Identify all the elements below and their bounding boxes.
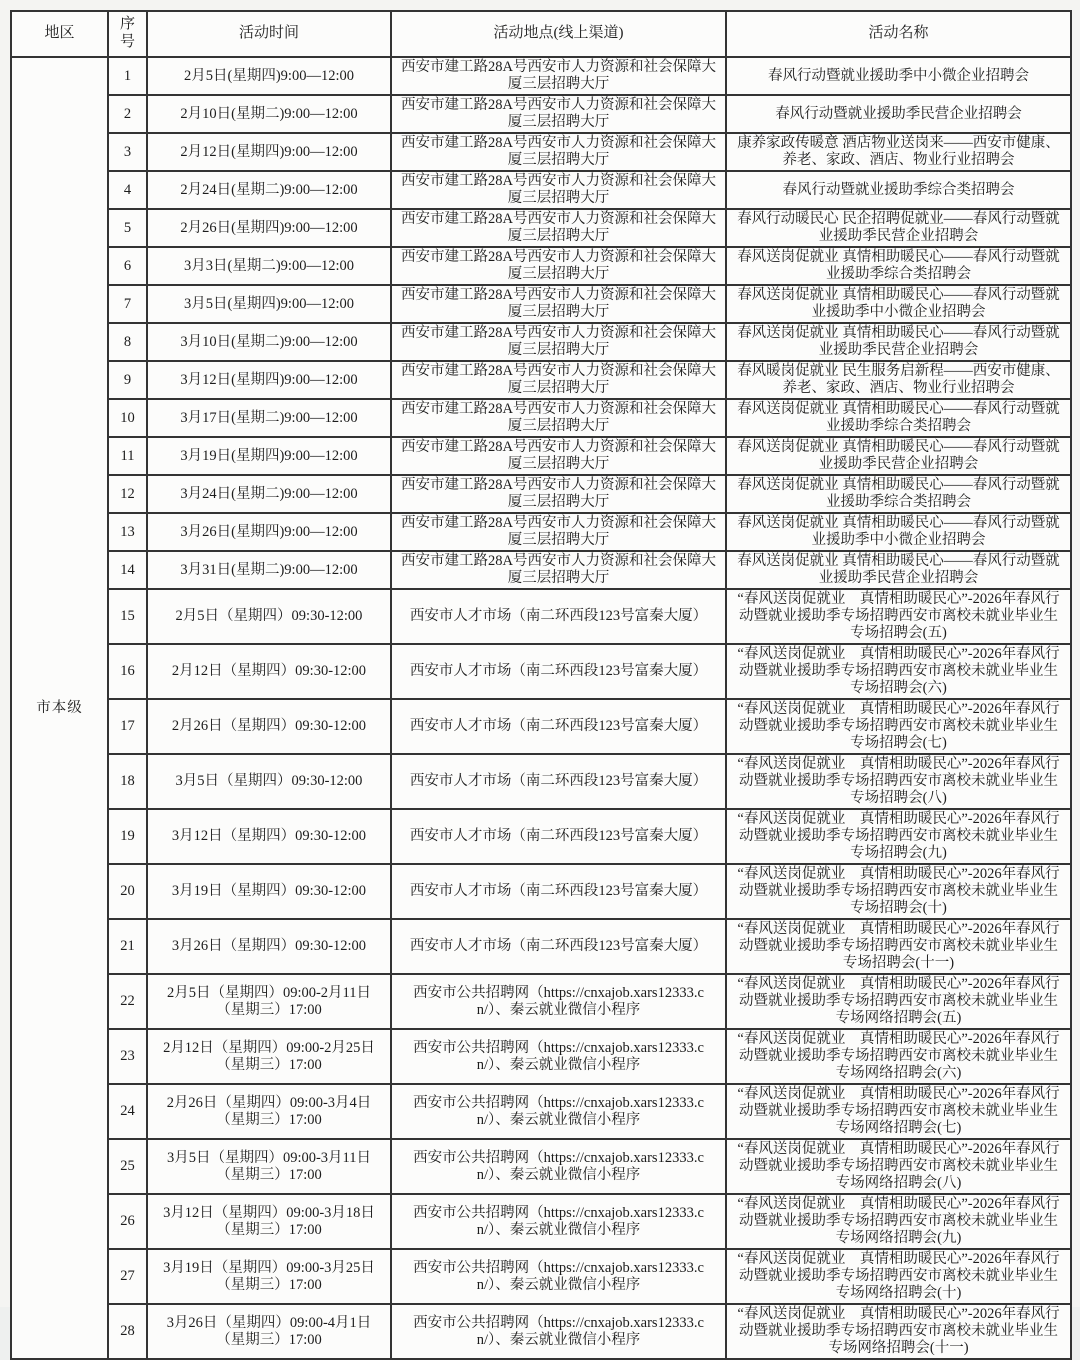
row-index-cell: 1 [108,57,147,95]
row-place-cell: 西安市人才市场（南二环西段123号富秦大厦） [391,644,726,699]
header-row [11,11,1071,57]
row-time-cell: 2月26日（星期四）09:30-12:00 [147,699,391,754]
row-index-cell: 27 [108,1249,147,1304]
row-event-name-cell: “春风送岗促就业 真情相助暖民心”-2026年春风行动暨就业援助季专场招聘西安市离校未就业毕业生专场招聘会(九) [726,809,1071,864]
row-time-cell: 2月12日(星期四)9:00—12:00 [147,133,391,171]
row-index-cell: 15 [108,589,147,644]
row-time-cell: 3月5日（星期四）09:30-12:00 [147,754,391,809]
row-time-cell: 2月5日（星期四）09:00-2月11日（星期三）17:00 [147,974,391,1029]
table-row [11,475,1071,513]
row-index-cell: 10 [108,399,147,437]
row-place-cell: 西安市建工路28A号西安市人力资源和社会保障大厦三层招聘大厅 [391,513,726,551]
header-place: 活动地点(线上渠道) [391,11,726,57]
table-row [11,809,1071,864]
row-index-cell: 5 [108,209,147,247]
row-index-cell: 14 [108,551,147,589]
row-event-name-cell: “春风送岗促就业 真情相助暖民心”-2026年春风行动暨就业援助季专场招聘西安市离校未就业毕业生专场网络招聘会(九) [726,1194,1071,1249]
row-time-cell: 2月26日(星期四)9:00—12:00 [147,209,391,247]
table-row [11,1029,1071,1084]
table-row [11,864,1071,919]
row-event-name-cell: 春风送岗促就业 真情相助暖民心——春风行动暨就业援助季综合类招聘会 [726,399,1071,437]
table-row [11,754,1071,809]
row-time-cell: 3月26日(星期四)9:00—12:00 [147,513,391,551]
row-place-cell: 西安市人才市场（南二环西段123号富秦大厦） [391,864,726,919]
row-index-cell: 2 [108,95,147,133]
row-place-cell: 西安市公共招聘网（https://cnxajob.xars12333.cn/）、秦云就业微信小程序 [391,1304,726,1359]
table-row [11,95,1071,133]
row-index-cell: 7 [108,285,147,323]
row-event-name-cell: “春风送岗促就业 真情相助暖民心”-2026年春风行动暨就业援助季专场招聘西安市离校未就业毕业生专场网络招聘会(八) [726,1139,1071,1194]
table-row [11,285,1071,323]
row-place-cell: 西安市公共招聘网（https://cnxajob.xars12333.cn/）、秦云就业微信小程序 [391,1249,726,1304]
table-row [11,437,1071,475]
row-place-cell: 西安市建工路28A号西安市人力资源和社会保障大厦三层招聘大厅 [391,209,726,247]
row-index-cell: 19 [108,809,147,864]
table-row [11,974,1071,1029]
row-index-cell: 20 [108,864,147,919]
row-time-cell: 3月12日（星期四）09:30-12:00 [147,809,391,864]
table-row [11,589,1071,644]
row-event-name-cell: 春风暖岗促就业 民生服务启新程——西安市健康、养老、家政、酒店、物业行业招聘会 [726,361,1071,399]
row-index-cell: 24 [108,1084,147,1139]
row-event-name-cell: “春风送岗促就业 真情相助暖民心”-2026年春风行动暨就业援助季专场招聘西安市离校未就业毕业生专场招聘会(十一) [726,919,1071,974]
row-place-cell: 西安市建工路28A号西安市人力资源和社会保障大厦三层招聘大厅 [391,437,726,475]
row-index-cell: 25 [108,1139,147,1194]
row-event-name-cell: 春风送岗促就业 真情相助暖民心——春风行动暨就业援助季综合类招聘会 [726,247,1071,285]
row-place-cell: 西安市公共招聘网（https://cnxajob.xars12333.cn/）、秦云就业微信小程序 [391,1029,726,1084]
header-region: 地区 [11,11,108,57]
row-place-cell: 西安市人才市场（南二环西段123号富秦大厦） [391,589,726,644]
row-place-cell: 西安市建工路28A号西安市人力资源和社会保障大厦三层招聘大厅 [391,323,726,361]
row-event-name-cell: “春风送岗促就业 真情相助暖民心”-2026年春风行动暨就业援助季专场招聘西安市离校未就业毕业生专场招聘会(八) [726,754,1071,809]
row-place-cell: 西安市建工路28A号西安市人力资源和社会保障大厦三层招聘大厅 [391,95,726,133]
table-row [11,361,1071,399]
row-time-cell: 2月10日(星期二)9:00—12:00 [147,95,391,133]
row-index-cell: 28 [108,1304,147,1359]
table-row [11,171,1071,209]
row-time-cell: 3月3日(星期二)9:00—12:00 [147,247,391,285]
row-index-cell: 13 [108,513,147,551]
row-index-cell: 26 [108,1194,147,1249]
row-event-name-cell: 春风送岗促就业 真情相助暖民心——春风行动暨就业援助季民营企业招聘会 [726,551,1071,589]
row-time-cell: 3月5日(星期四)9:00—12:00 [147,285,391,323]
row-time-cell: 2月12日（星期四）09:30-12:00 [147,644,391,699]
row-index-cell: 12 [108,475,147,513]
row-event-name-cell: 春风送岗促就业 真情相助暖民心——春风行动暨就业援助季民营企业招聘会 [726,437,1071,475]
row-time-cell: 3月19日（星期四）09:00-3月25日（星期三）17:00 [147,1249,391,1304]
row-time-cell: 2月26日（星期四）09:00-3月4日（星期三）17:00 [147,1084,391,1139]
row-time-cell: 2月5日（星期四）09:30-12:00 [147,589,391,644]
row-time-cell: 3月12日（星期四）09:00-3月18日（星期三）17:00 [147,1194,391,1249]
row-place-cell: 西安市建工路28A号西安市人力资源和社会保障大厦三层招聘大厅 [391,57,726,95]
region-cell: 市本级 [11,57,108,1359]
row-index-cell: 17 [108,699,147,754]
row-time-cell: 3月5日（星期四）09:00-3月11日（星期三）17:00 [147,1139,391,1194]
row-place-cell: 西安市建工路28A号西安市人力资源和社会保障大厦三层招聘大厅 [391,285,726,323]
table-row [11,323,1071,361]
header-event-name: 活动名称 [726,11,1071,57]
row-place-cell: 西安市公共招聘网（https://cnxajob.xars12333.cn/）、秦云就业微信小程序 [391,1194,726,1249]
header-index: 序号 [108,11,147,57]
table-row [11,551,1071,589]
row-index-cell: 8 [108,323,147,361]
row-place-cell: 西安市建工路28A号西安市人力资源和社会保障大厦三层招聘大厅 [391,171,726,209]
table-row [11,1139,1071,1194]
row-time-cell: 3月26日（星期四）09:30-12:00 [147,919,391,974]
row-event-name-cell: 康养家政传暖意 酒店物业送岗来——西安市健康、养老、家政、酒店、物业行业招聘会 [726,133,1071,171]
table-row [11,1304,1071,1359]
row-time-cell: 2月24日(星期二)9:00—12:00 [147,171,391,209]
row-place-cell: 西安市建工路28A号西安市人力资源和社会保障大厦三层招聘大厅 [391,133,726,171]
table-row [11,644,1071,699]
row-time-cell: 2月5日(星期四)9:00—12:00 [147,57,391,95]
table-row [11,399,1071,437]
row-event-name-cell: “春风送岗促就业 真情相助暖民心”-2026年春风行动暨就业援助季专场招聘西安市离校未就业毕业生专场网络招聘会(六) [726,1029,1071,1084]
row-time-cell: 3月17日(星期二)9:00—12:00 [147,399,391,437]
table-body [11,57,1071,1359]
row-place-cell: 西安市人才市场（南二环西段123号富秦大厦） [391,919,726,974]
row-place-cell: 西安市建工路28A号西安市人力资源和社会保障大厦三层招聘大厅 [391,247,726,285]
row-time-cell: 3月19日（星期四）09:30-12:00 [147,864,391,919]
table-row [11,1194,1071,1249]
row-event-name-cell: “春风送岗促就业 真情相助暖民心”-2026年春风行动暨就业援助季专场招聘西安市离校未就业毕业生专场网络招聘会(十一) [726,1304,1071,1359]
schedule-table [10,10,1072,1360]
row-event-name-cell: 春风送岗促就业 真情相助暖民心——春风行动暨就业援助季中小微企业招聘会 [726,513,1071,551]
row-event-name-cell: “春风送岗促就业 真情相助暖民心”-2026年春风行动暨就业援助季专场招聘西安市离校未就业毕业生专场招聘会(五) [726,589,1071,644]
row-time-cell: 2月12日（星期四）09:00-2月25日（星期三）17:00 [147,1029,391,1084]
row-time-cell: 3月10日(星期二)9:00—12:00 [147,323,391,361]
row-place-cell: 西安市建工路28A号西安市人力资源和社会保障大厦三层招聘大厅 [391,475,726,513]
row-event-name-cell: 春风行动暖民心 民企招聘促就业——春风行动暨就业援助季民营企业招聘会 [726,209,1071,247]
table-row [11,133,1071,171]
row-place-cell: 西安市人才市场（南二环西段123号富秦大厦） [391,809,726,864]
table-row [11,209,1071,247]
row-index-cell: 16 [108,644,147,699]
row-event-name-cell: 春风行动暨就业援助季民营企业招聘会 [726,95,1071,133]
row-event-name-cell: “春风送岗促就业 真情相助暖民心”-2026年春风行动暨就业援助季专场招聘西安市离校未就业毕业生专场招聘会(六) [726,644,1071,699]
table-row [11,247,1071,285]
row-event-name-cell: “春风送岗促就业 真情相助暖民心”-2026年春风行动暨就业援助季专场招聘西安市离校未就业毕业生专场招聘会(七) [726,699,1071,754]
row-place-cell: 西安市建工路28A号西安市人力资源和社会保障大厦三层招聘大厅 [391,399,726,437]
row-event-name-cell: 春风送岗促就业 真情相助暖民心——春风行动暨就业援助季中小微企业招聘会 [726,285,1071,323]
row-index-cell: 9 [108,361,147,399]
row-index-cell: 22 [108,974,147,1029]
row-place-cell: 西安市公共招聘网（https://cnxajob.xars12333.cn/）、秦云就业微信小程序 [391,1139,726,1194]
row-time-cell: 3月19日(星期四)9:00—12:00 [147,437,391,475]
row-index-cell: 23 [108,1029,147,1084]
row-place-cell: 西安市建工路28A号西安市人力资源和社会保障大厦三层招聘大厅 [391,361,726,399]
row-event-name-cell: “春风送岗促就业 真情相助暖民心”-2026年春风行动暨就业援助季专场招聘西安市离校未就业毕业生专场网络招聘会(七) [726,1084,1071,1139]
row-index-cell: 4 [108,171,147,209]
row-event-name-cell: “春风送岗促就业 真情相助暖民心”-2026年春风行动暨就业援助季专场招聘西安市离校未就业毕业生专场网络招聘会(十) [726,1249,1071,1304]
row-place-cell: 西安市人才市场（南二环西段123号富秦大厦） [391,754,726,809]
row-place-cell: 西安市人才市场（南二环西段123号富秦大厦） [391,699,726,754]
row-event-name-cell: 春风送岗促就业 真情相助暖民心——春风行动暨就业援助季综合类招聘会 [726,475,1071,513]
table-row [11,513,1071,551]
row-index-cell: 3 [108,133,147,171]
table-row [11,1249,1071,1304]
row-index-cell: 11 [108,437,147,475]
row-event-name-cell: “春风送岗促就业 真情相助暖民心”-2026年春风行动暨就业援助季专场招聘西安市离校未就业毕业生专场招聘会(十) [726,864,1071,919]
header-time: 活动时间 [147,11,391,57]
row-place-cell: 西安市公共招聘网（https://cnxajob.xars12333.cn/）、秦云就业微信小程序 [391,1084,726,1139]
table-row [11,699,1071,754]
row-time-cell: 3月24日(星期二)9:00—12:00 [147,475,391,513]
row-index-cell: 18 [108,754,147,809]
row-event-name-cell: 春风行动暨就业援助季中小微企业招聘会 [726,57,1071,95]
row-index-cell: 6 [108,247,147,285]
row-place-cell: 西安市建工路28A号西安市人力资源和社会保障大厦三层招聘大厅 [391,551,726,589]
table-row [11,57,1071,95]
row-event-name-cell: 春风送岗促就业 真情相助暖民心——春风行动暨就业援助季民营企业招聘会 [726,323,1071,361]
row-time-cell: 3月26日（星期四）09:00-4月1日（星期三）17:00 [147,1304,391,1359]
table-row [11,919,1071,974]
row-time-cell: 3月12日(星期四)9:00—12:00 [147,361,391,399]
row-time-cell: 3月31日(星期二)9:00—12:00 [147,551,391,589]
row-place-cell: 西安市公共招聘网（https://cnxajob.xars12333.cn/）、秦云就业微信小程序 [391,974,726,1029]
table-row [11,1084,1071,1139]
row-event-name-cell: “春风送岗促就业 真情相助暖民心”-2026年春风行动暨就业援助季专场招聘西安市离校未就业毕业生专场网络招聘会(五) [726,974,1071,1029]
row-event-name-cell: 春风行动暨就业援助季综合类招聘会 [726,171,1071,209]
row-index-cell: 21 [108,919,147,974]
